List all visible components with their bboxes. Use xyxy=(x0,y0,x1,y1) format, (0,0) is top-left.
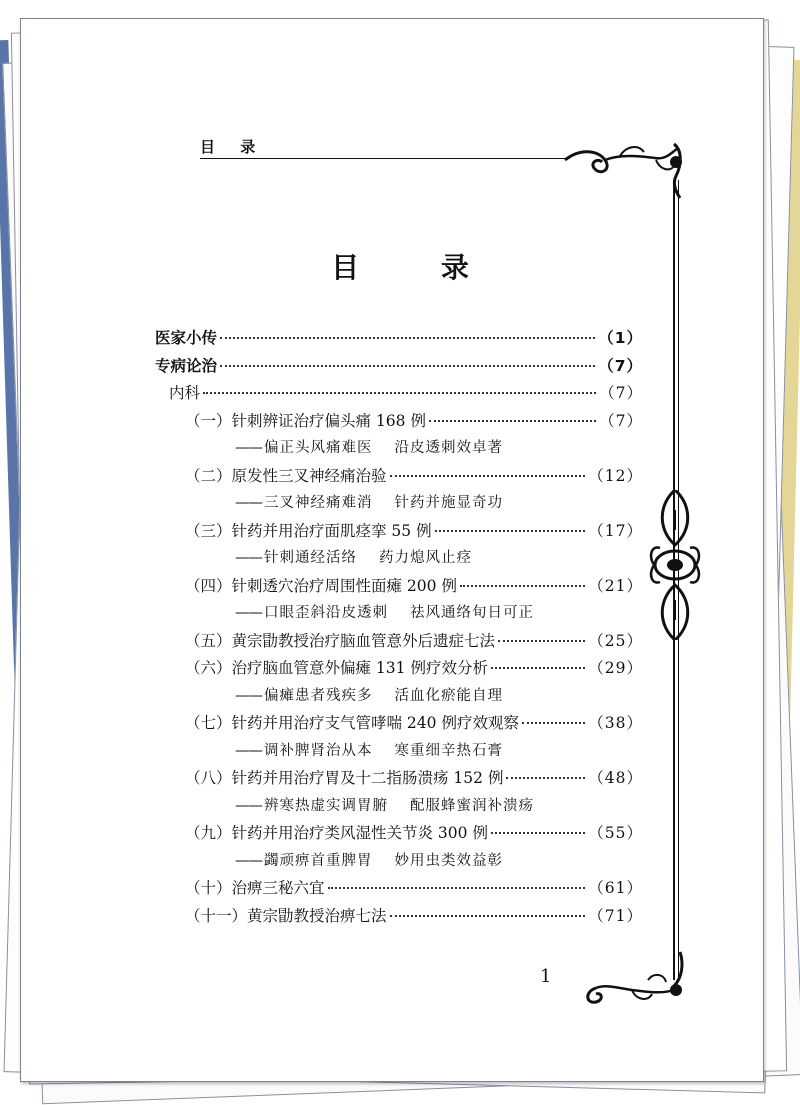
toc-entry[interactable]: （十）治痹三秘六宜 （61） xyxy=(185,879,643,897)
toc-entry[interactable]: （九）针药并用治疗类风湿性关节炎 300 例 （55） xyxy=(185,824,643,842)
toc-entry[interactable]: （七）针药并用治疗支气管哮喘 240 例疗效观察 （38） xyxy=(185,714,643,732)
page-title: 目 录 xyxy=(331,251,505,284)
toc-subtitle: —— 三叉神经痛难消 针药并施显奇功 xyxy=(235,495,503,511)
toc-entry[interactable]: （四）针刺透穴治疗周围性面瘫 200 例 （21） xyxy=(185,576,643,595)
toc-entry[interactable]: （十一）黄宗勖教授治痹七法 （71） xyxy=(185,906,643,925)
header-rule xyxy=(200,158,570,159)
table-of-contents xyxy=(155,326,643,931)
toc-entry[interactable]: （一）针刺辨证治疗偏头痛 168 例 （7） xyxy=(185,411,643,430)
toc-entry[interactable]: （六）治疗脑血管意外偏瘫 131 例疗效分析 （29） xyxy=(185,659,643,677)
toc-entry[interactable]: （八）针药并用治疗胃及十二指肠溃疡 152 例 （48） xyxy=(185,769,643,787)
toc-entry[interactable]: （五）黄宗勖教授治疗脑血管意外后遗症七法 （25） xyxy=(185,631,643,650)
corner-ornament-bottom xyxy=(562,950,692,1010)
toc-entry[interactable]: （二）原发性三叉神经痛治验 （12） xyxy=(185,466,643,485)
toc-entry[interactable]: 医家小传 （1） xyxy=(155,329,643,347)
toc-entry[interactable]: （三）针药并用治疗面肌痉挛 55 例 （17） xyxy=(185,521,643,540)
corner-ornament-top xyxy=(560,140,690,200)
toc-subtitle: —— 蠲顽痹首重脾胃 妙用虫类效益彰 xyxy=(235,852,503,869)
running-header: 目 录 xyxy=(200,138,266,156)
toc-entry[interactable]: 专病论治 （7） xyxy=(155,356,643,375)
toc-entry[interactable]: 内科 （7） xyxy=(169,384,643,402)
page-number: 1 xyxy=(540,966,552,987)
side-ornament-middle xyxy=(648,490,702,640)
toc-subtitle: —— 针刺通经活络 药力熄风止痉 xyxy=(235,550,472,566)
toc-subtitle: —— 口眼歪斜沿皮透刺 祛风通络旬日可正 xyxy=(235,605,534,621)
toc-subtitle: —— 偏正头风痛难医 沿皮透刺效卓著 xyxy=(235,440,503,456)
toc-subtitle: —— 调补脾肾治从本 寒重细辛热石膏 xyxy=(235,742,503,759)
toc-subtitle: —— 偏瘫患者残疾多 活血化瘀能自理 xyxy=(235,687,503,704)
toc-subtitle: —— 辨寒热虚实调胃腑 配服蜂蜜润补溃疡 xyxy=(235,797,534,814)
